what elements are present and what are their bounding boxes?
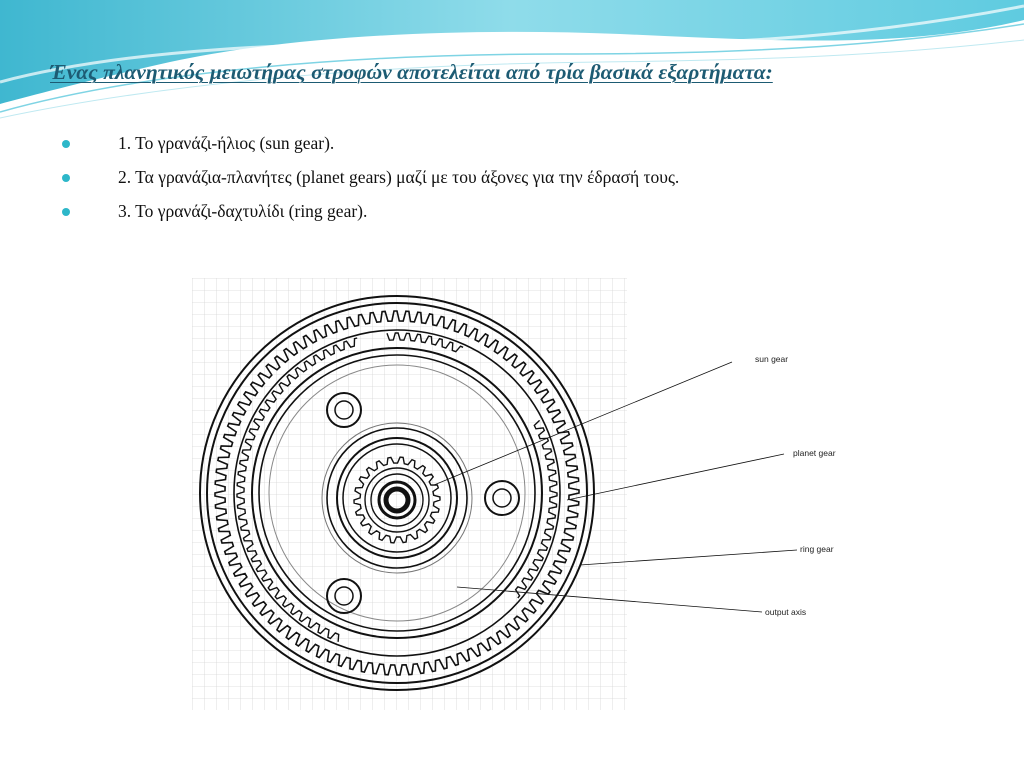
bullet-icon bbox=[62, 140, 70, 148]
ring-gear-label: ring gear bbox=[800, 544, 834, 554]
bullet-icon bbox=[62, 208, 70, 216]
planet-gear-label: planet gear bbox=[793, 448, 836, 458]
bullet-text: 2. Τα γρανάζια-πλανήτες (planet gears) μαζί με του άξονες για την έδρασή τους. bbox=[118, 167, 680, 187]
output-axis-label: output axis bbox=[765, 607, 807, 617]
bullet-text: 1. Το γρανάζι-ήλιος (sun gear). bbox=[118, 133, 335, 153]
grid-background bbox=[192, 278, 627, 710]
bullet-text: 3. Το γρανάζι-δαχτυλίδι (ring gear). bbox=[118, 201, 368, 221]
sun-gear-label: sun gear bbox=[755, 354, 789, 364]
planetary-gear-diagram bbox=[192, 278, 857, 710]
slide-title: Ένας πλανητικός μειωτήρας στροφών αποτελείται από τρία βασικά εξαρτήματα: bbox=[50, 60, 773, 84]
bullet-icon bbox=[62, 174, 70, 182]
